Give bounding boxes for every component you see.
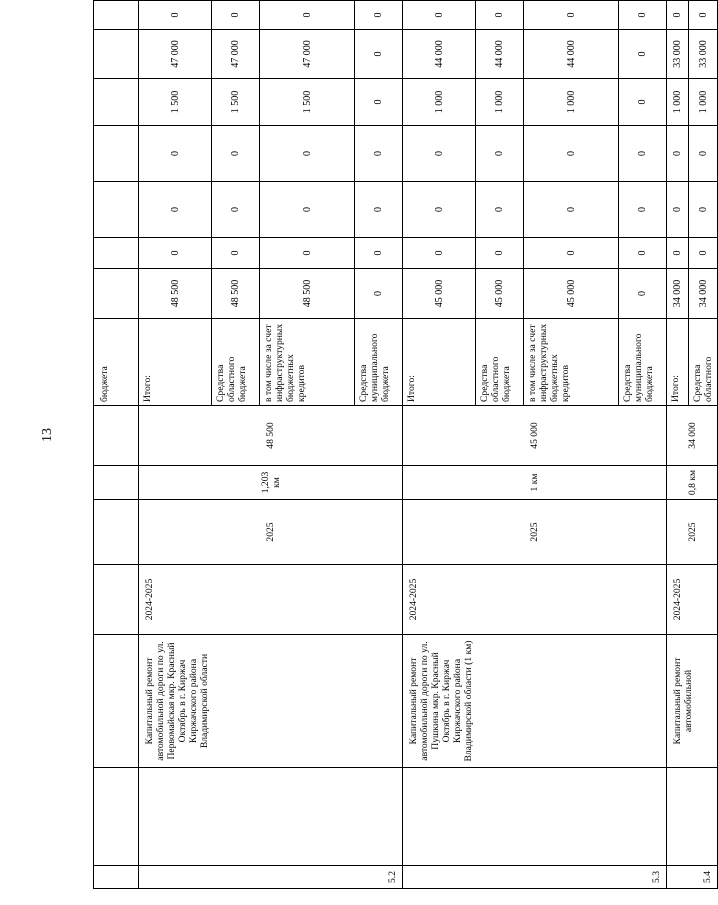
empty-cell (94, 768, 139, 866)
value-cell: 0 (403, 126, 476, 182)
funding-source-cell: Средства муниципального бюджета (355, 319, 403, 406)
value-cell: 0 (139, 1, 212, 30)
funding-source-cell: Средства муниципального бюджета (619, 319, 667, 406)
value-cell: 0 (667, 126, 689, 182)
value-cell: 0 (689, 238, 718, 269)
value-cell: 0 (260, 182, 355, 238)
value-cell (94, 269, 139, 319)
row-number-cell: 5.2 (139, 866, 403, 889)
cost-cell: 34 000 (667, 406, 718, 466)
object-name-cell: Капитальный ремонт автомобильной дороги по ул. Первомайская мкр. Красный Октябрь в г. Киржач Киржачского района Владимирской области (139, 635, 403, 768)
table-row (139, 0, 212, 889)
value-cell: 47 000 (260, 30, 355, 79)
value-cell: 0 (260, 1, 355, 30)
value-cell: 0 (212, 182, 260, 238)
value-cell: 47 000 (212, 30, 260, 79)
value-cell: 0 (260, 126, 355, 182)
funding-source-cell: Итого: (139, 319, 212, 406)
value-cell: 0 (355, 30, 403, 79)
cost-cell: 45 000 (403, 406, 667, 466)
table-row (94, 0, 139, 889)
funding-source-cell: Средства областного (689, 319, 718, 406)
value-cell: 0 (212, 1, 260, 30)
object-name-cell: Капитальный ремонт автомобильной дороги по ул. Пушкина мкр. Красный Октябрь в г. Киржач Киржачского района Владимирской области (1 км) (403, 635, 667, 768)
responsible-cell (403, 0, 476, 1)
value-cell: 0 (355, 79, 403, 126)
value-cell: 0 (212, 238, 260, 269)
value-cell: 0 (524, 238, 619, 269)
year-cell: 2025 (667, 500, 718, 565)
value-cell: 44 000 (403, 30, 476, 79)
length-cell: 1 км (403, 466, 667, 500)
page-number: 13 (40, 428, 55, 442)
value-cell: 0 (667, 1, 689, 30)
value-cell: 0 (689, 182, 718, 238)
empty-cell (403, 768, 667, 866)
responsible-cell (619, 0, 667, 1)
year-cell (94, 500, 139, 565)
value-cell: 0 (355, 126, 403, 182)
funding-source-cell: в том числе за счет инфраструктурных бюджетных кредитов (260, 319, 355, 406)
value-cell: 0 (403, 1, 476, 30)
funding-source-cell: Средства областного бюджета (212, 319, 260, 406)
responsible-cell (689, 0, 718, 1)
empty-cell (139, 768, 403, 866)
value-cell: 0 (689, 126, 718, 182)
length-cell: 0,8 км (667, 466, 718, 500)
responsible-cell (476, 0, 524, 1)
value-cell: 33 000 (667, 30, 689, 79)
value-cell: 0 (619, 30, 667, 79)
value-cell: 1 000 (689, 79, 718, 126)
value-cell: 0 (403, 238, 476, 269)
funding-source-cell: бюджета (94, 319, 139, 406)
value-cell: 0 (689, 1, 718, 30)
responsible-cell (212, 0, 260, 1)
row-number-cell: 5.3 (403, 866, 667, 889)
value-cell: 1 500 (139, 79, 212, 126)
value-cell (94, 182, 139, 238)
value-cell: 45 000 (403, 269, 476, 319)
cost-cell: 48 500 (139, 406, 403, 466)
value-cell: 0 (403, 182, 476, 238)
table-row (667, 0, 689, 889)
funding-source-cell: Итого: (667, 319, 689, 406)
object-name-cell: Капитальный ремонт автомобильной (667, 635, 718, 768)
value-cell (94, 238, 139, 269)
funding-source-cell: Итого: (403, 319, 476, 406)
cost-cell (94, 406, 139, 466)
empty-cell (667, 768, 718, 866)
value-cell: 0 (355, 1, 403, 30)
value-cell: 0 (260, 238, 355, 269)
value-cell: 0 (212, 126, 260, 182)
budget-table (93, 0, 718, 889)
value-cell: 34 000 (667, 269, 689, 319)
value-cell: 0 (139, 238, 212, 269)
value-cell: 44 000 (524, 30, 619, 79)
row-number-cell (94, 866, 139, 889)
value-cell: 45 000 (476, 269, 524, 319)
value-cell: 34 000 (689, 269, 718, 319)
value-cell: 0 (355, 182, 403, 238)
row-number-cell: 5.4 (667, 866, 718, 889)
value-cell: 0 (667, 238, 689, 269)
value-cell: 0 (476, 238, 524, 269)
value-cell: 0 (139, 126, 212, 182)
period-cell: 2024-2025 (139, 565, 403, 635)
value-cell: 0 (619, 79, 667, 126)
value-cell: 1 000 (476, 79, 524, 126)
value-cell: 0 (524, 126, 619, 182)
value-cell: 0 (476, 182, 524, 238)
value-cell: 45 000 (524, 269, 619, 319)
value-cell: 0 (619, 269, 667, 319)
value-cell: 48 500 (260, 269, 355, 319)
object-name-cell (94, 635, 139, 768)
value-cell: 0 (619, 182, 667, 238)
value-cell: 0 (524, 182, 619, 238)
value-cell: 0 (619, 126, 667, 182)
value-cell: 33 000 (689, 30, 718, 79)
value-cell (94, 1, 139, 30)
value-cell: 0 (355, 269, 403, 319)
value-cell: 0 (619, 238, 667, 269)
year-cell: 2025 (139, 500, 403, 565)
value-cell: 1 500 (212, 79, 260, 126)
value-cell: 0 (476, 126, 524, 182)
value-cell: 0 (139, 182, 212, 238)
value-cell: 0 (355, 238, 403, 269)
value-cell: 1 000 (403, 79, 476, 126)
length-cell: 1,203 км (139, 466, 403, 500)
table-row (403, 0, 476, 889)
responsible-cell (524, 0, 619, 1)
value-cell: 0 (667, 182, 689, 238)
value-cell: 44 000 (476, 30, 524, 79)
responsible-cell (667, 0, 689, 1)
value-cell: 0 (619, 1, 667, 30)
year-cell: 2025 (403, 500, 667, 565)
value-cell (94, 126, 139, 182)
funding-source-cell: Средства областного бюджета (476, 319, 524, 406)
value-cell: 48 500 (139, 269, 212, 319)
value-cell: 0 (476, 1, 524, 30)
period-cell (94, 565, 139, 635)
value-cell: 48 500 (212, 269, 260, 319)
responsible-cell (139, 0, 212, 1)
value-cell: 1 500 (260, 79, 355, 126)
value-cell (94, 30, 139, 79)
value-cell: 0 (524, 1, 619, 30)
responsible-cell (260, 0, 355, 1)
period-cell: 2024-2025 (403, 565, 667, 635)
period-cell: 2024-2025 (667, 565, 718, 635)
length-cell (94, 466, 139, 500)
value-cell: 1 000 (667, 79, 689, 126)
value-cell (94, 79, 139, 126)
budget-table-sheet (93, 12, 714, 889)
value-cell: 47 000 (139, 30, 212, 79)
funding-source-cell: в том числе за счет инфраструктурных бюджетных кредитов (524, 319, 619, 406)
value-cell: 1 000 (524, 79, 619, 126)
responsible-cell (94, 0, 139, 1)
responsible-cell (355, 0, 403, 1)
